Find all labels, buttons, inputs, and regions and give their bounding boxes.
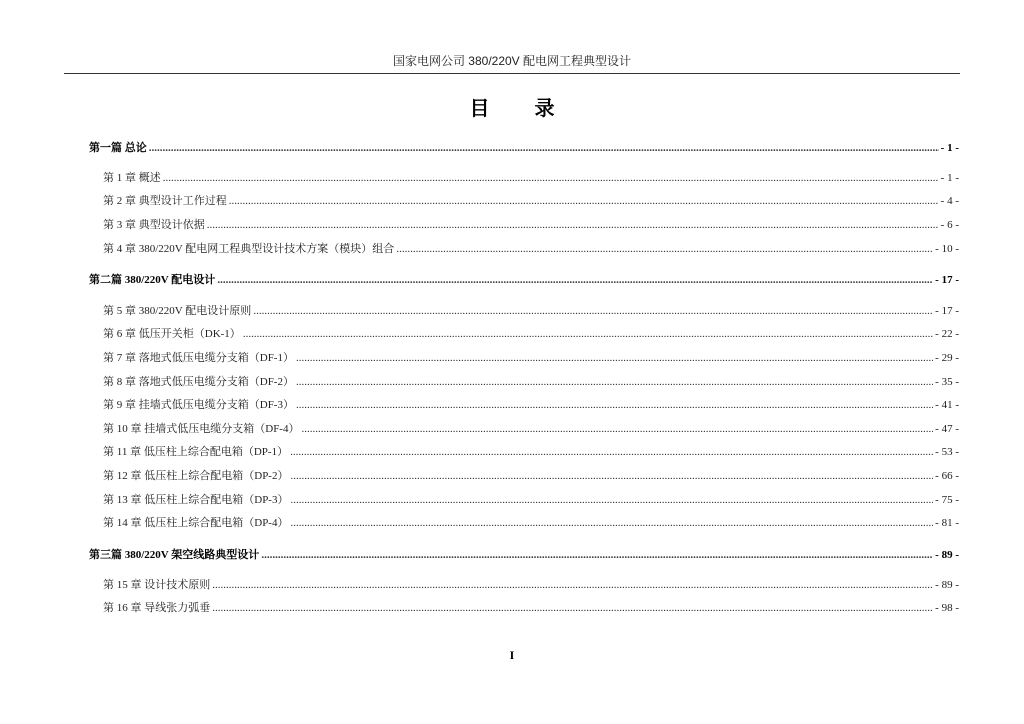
toc-entry-label: 第 2 章 典型设计工作过程 <box>103 195 227 207</box>
dot-leader <box>290 514 933 532</box>
toc-page-number: - 17 - <box>935 274 959 286</box>
toc-chapter-3[interactable] <box>89 216 959 234</box>
toc-chapter-10[interactable] <box>89 420 959 438</box>
dot-leader <box>296 349 933 367</box>
header-rule <box>64 73 960 74</box>
toc-entry-label: 第 11 章 低压柱上综合配电箱（DP-1） <box>103 446 289 458</box>
toc-page-number: - 75 - <box>935 494 959 506</box>
dot-leader <box>301 420 933 438</box>
toc-page-number: - 89 - <box>935 549 959 561</box>
dot-leader <box>253 302 933 320</box>
toc-page-number: - 41 - <box>935 399 959 411</box>
dot-leader <box>149 139 939 157</box>
dot-leader <box>229 192 939 210</box>
running-header: 国家电网公司 380/220V 配电网工程典型设计 <box>392 54 632 68</box>
toc-entry-label: 第 1 章 概述 <box>103 172 161 184</box>
toc-part-1[interactable] <box>89 139 959 157</box>
toc-entry-label: 第 4 章 380/220V 配电网工程典型设计技术方案（模块）组合 <box>103 243 395 255</box>
toc-entry-label: 第 13 章 低压柱上综合配电箱（DP-3） <box>103 494 289 506</box>
toc-page-number: - 81 - <box>935 517 959 529</box>
toc-chapter-1[interactable] <box>89 169 959 187</box>
toc-chapter-8[interactable] <box>89 373 959 391</box>
toc-page-number: - 4 - <box>940 195 959 207</box>
toc-chapter-15[interactable] <box>89 576 959 594</box>
toc-entry-label: 第 15 章 设计技术原则 <box>103 579 211 591</box>
toc-page-number: - 89 - <box>935 579 959 591</box>
toc-page-number: - 47 - <box>935 423 959 435</box>
toc-chapter-2[interactable] <box>89 192 959 210</box>
toc-page-number: - 66 - <box>935 470 959 482</box>
toc-page-number: - 22 - <box>935 328 959 340</box>
dot-leader <box>217 271 933 289</box>
toc-entry-label: 第 16 章 导线张力弧垂 <box>103 602 211 614</box>
toc-entry-label: 第 14 章 低压柱上综合配电箱（DP-4） <box>103 517 289 529</box>
toc-entry-label: 第 9 章 挂墙式低压电缆分支箱（DF-3） <box>103 399 294 411</box>
dot-leader <box>207 216 939 234</box>
toc-entry-label: 第 10 章 挂墙式低压电缆分支箱（DF-4） <box>103 423 300 435</box>
dot-leader <box>396 240 933 258</box>
dot-leader <box>290 443 933 461</box>
toc-entry-label: 第 12 章 低压柱上综合配电箱（DP-2） <box>103 470 289 482</box>
toc-page-number: - 1 - <box>940 172 959 184</box>
toc-chapter-11[interactable] <box>89 443 959 461</box>
toc-chapter-12[interactable] <box>89 467 959 485</box>
toc-entry-label: 第 3 章 典型设计依据 <box>103 219 205 231</box>
toc-entry-label: 第 5 章 380/220V 配电设计原则 <box>103 305 252 317</box>
dot-leader <box>163 169 939 187</box>
toc-entry-label: 第一篇 总论 <box>89 142 147 154</box>
dot-leader <box>212 599 933 617</box>
dot-leader <box>296 373 933 391</box>
toc-chapter-14[interactable] <box>89 514 959 532</box>
toc-chapter-16[interactable] <box>89 599 959 617</box>
toc-chapter-6[interactable] <box>89 325 959 343</box>
page-number: I <box>509 648 515 662</box>
toc-part-3[interactable] <box>89 546 959 564</box>
toc-entry-label: 第 7 章 落地式低压电缆分支箱（DF-1） <box>103 352 294 364</box>
toc-chapter-4[interactable] <box>89 240 959 258</box>
toc-chapter-9[interactable] <box>89 396 959 414</box>
dot-leader <box>290 467 933 485</box>
toc-page-number: - 10 - <box>935 243 959 255</box>
toc-page-number: - 1 - <box>940 142 959 154</box>
toc-chapter-7[interactable] <box>89 349 959 367</box>
toc-entry-label: 第 6 章 低压开关柜（DK-1） <box>103 328 241 340</box>
toc-page-number: - 35 - <box>935 376 959 388</box>
toc-entry-label: 第三篇 380/220V 架空线路典型设计 <box>89 549 260 561</box>
toc-chapter-13[interactable] <box>89 491 959 509</box>
toc-entry-label: 第 8 章 落地式低压电缆分支箱（DF-2） <box>103 376 294 388</box>
toc-chapter-5[interactable] <box>89 302 959 320</box>
dot-leader <box>296 396 933 414</box>
dot-leader <box>261 546 933 564</box>
toc-page-number: - 53 - <box>935 446 959 458</box>
toc-page-number: - 17 - <box>935 305 959 317</box>
toc-part-2[interactable] <box>89 271 959 289</box>
dot-leader <box>212 576 933 594</box>
toc-page-number: - 6 - <box>940 219 959 231</box>
toc-page-number: - 98 - <box>935 602 959 614</box>
toc-page-number: - 29 - <box>935 352 959 364</box>
dot-leader <box>243 325 933 343</box>
toc-entry-label: 第二篇 380/220V 配电设计 <box>89 274 216 286</box>
dot-leader <box>290 491 933 509</box>
page-title: 目 录 <box>469 98 575 120</box>
